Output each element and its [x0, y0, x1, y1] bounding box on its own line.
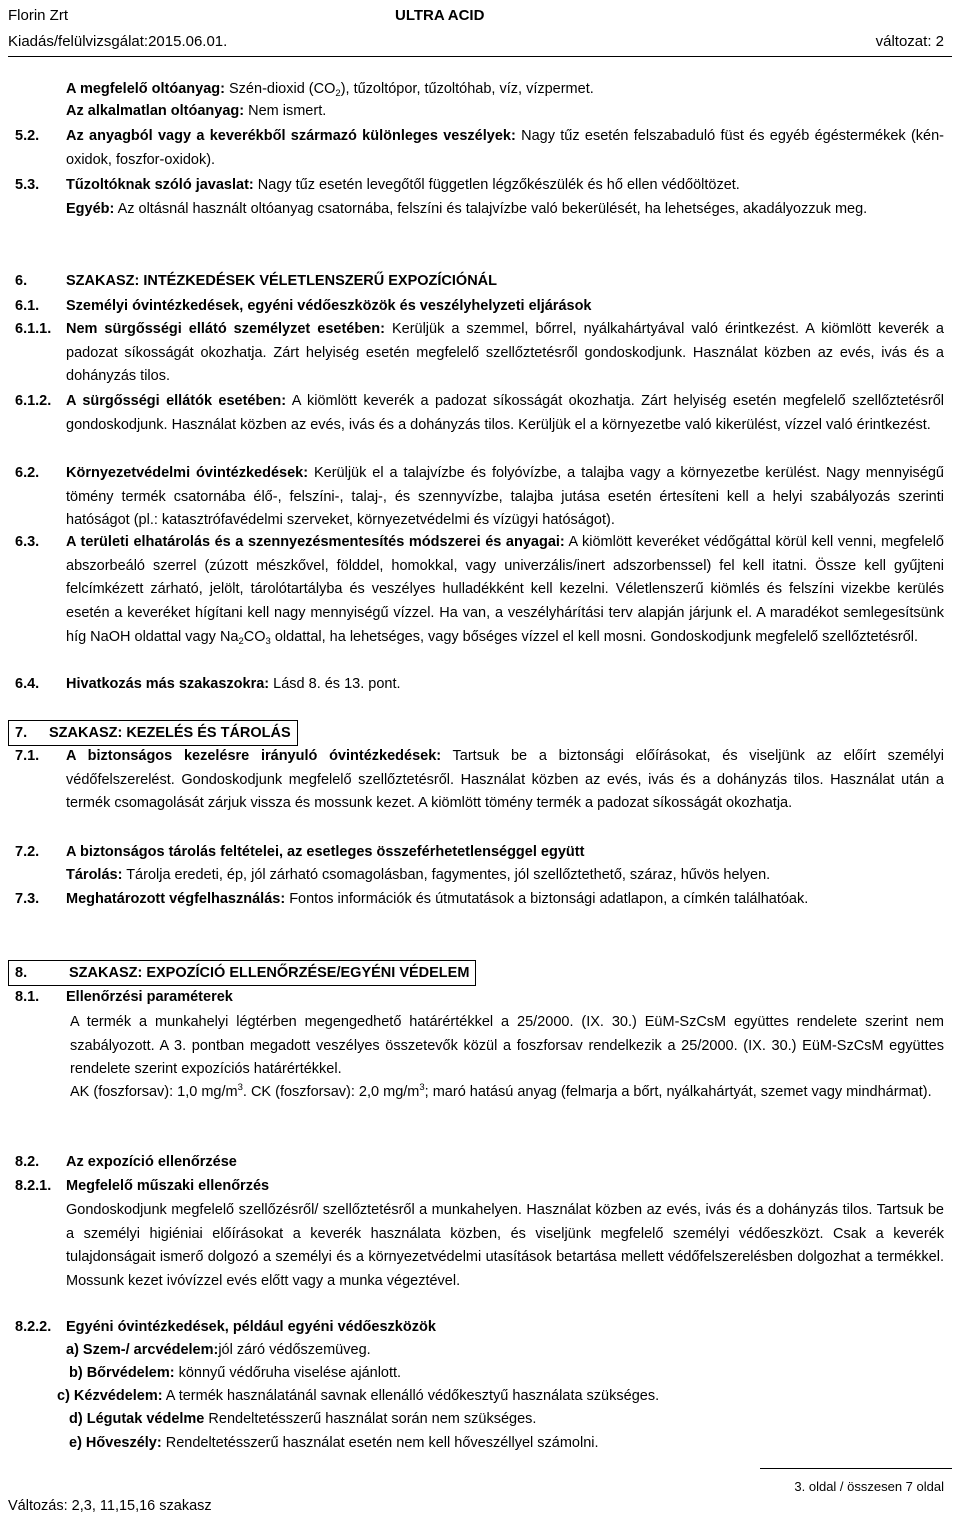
section-title: Az expozíció ellenőrzése: [66, 1154, 237, 1170]
m3-superscript: 3: [237, 1082, 243, 1093]
version-label: változat: 2: [875, 33, 944, 50]
unsuitable-extinguishing-media: [0, 100, 944, 124]
ppe-item-text: könnyű védőruha viselése ajánlott.: [174, 1365, 402, 1381]
section-title: A biztonságos tárolás feltételei, az esetleges összeférhetetlenséggel együtt: [66, 844, 585, 860]
section-label: Tárolás:: [66, 867, 123, 883]
section-number: 5.3.: [15, 177, 40, 193]
ppe-item-text: A termék használatánál savnak ellenálló védőkesztyű használata szükséges.: [162, 1388, 660, 1404]
section-label: Környezetvédelmi óvintézkedések:: [66, 465, 309, 481]
section-title: Megfelelő műszaki ellenőrzés: [66, 1178, 270, 1194]
section-label: Hivatkozás más szakaszokra:: [66, 676, 270, 692]
section-number: 5.2.: [15, 128, 40, 144]
page-number: 3. oldal / összesen 7 oldal: [794, 1479, 944, 1494]
section-body: [66, 462, 944, 533]
section-number: 6.: [15, 273, 28, 289]
unsuitable-media-label: Az alkalmatlan oltóanyag:: [66, 103, 245, 119]
ppe-item-label: a) Szem-/ arcvédelem:: [66, 1342, 219, 1358]
section-text: Nagy tűz esetén felszabaduló füst és egyéb égéstermékek (kén-oxidok, foszfor-oxidok).: [66, 128, 944, 168]
limit-values: [70, 1081, 944, 1105]
section-6-3: [0, 531, 944, 650]
section-8-2-2: [0, 1316, 944, 1340]
ppe-item-text: jól záró védőszemüveg.: [218, 1342, 371, 1358]
section-5-3: [0, 174, 944, 198]
section-text: Nagy tűz esetén levegőtől független légzőkészülék és hő ellen védőöltözet.: [253, 177, 740, 193]
section-label: Egyéb:: [66, 201, 115, 217]
section-label: Nem sürgősségi ellátó személyzet esetében:: [66, 321, 385, 337]
section-text: Tartsuk be a biztonsági előírásokat, és viseljünk az előírt személyi védőfelszerelést. Gondoskodjunk megfelelő szellőztetésről. Használat közben az evés, ivás és a dohányzás tilos. Használat után a termék csomagolását zárjuk vissza és mossunk kezet. A kiömlött tömény termék a padozat síkosságát okozhatja.: [66, 748, 944, 812]
limit-text: . CK (foszforsav): 2,0 mg/m: [242, 1084, 420, 1100]
section-body: [66, 318, 944, 389]
footer-divider: [760, 1468, 952, 1469]
section-number: 6.3.: [15, 534, 40, 550]
section-number: 8.2.1.: [15, 1178, 52, 1194]
section-number: 7.2.: [15, 844, 40, 860]
section-label: Meghatározott végfelhasználás:: [66, 891, 286, 907]
section-text: Gondoskodjunk megfelelő szellőzésről/ szellőztetésről a munkahelyen. Használat közben az evés, ivás és a dohányzás tilos. Tartsuk be a személyi higiéniai előírásokat a keverék használata közben, és viseljünk megfelelő személyi védőeszközt. Csak a keverék tulajdonságait ismerő dolgozó a személyi és a környezetvédelmi utasítások betartása mellett védőfelszerelésben dolgozhat a termékkel. Mossunk kezet ivóvízzel evés előtt vagy a munka végeztével.: [66, 1202, 944, 1290]
section-7-1: [0, 745, 944, 816]
section-8-1-paragraph: [0, 1011, 944, 1082]
section-5-2: [0, 125, 944, 172]
section-8-1-limits: [0, 1081, 944, 1105]
ppe-item-text: Rendeltetésszerű használat során nem szükséges.: [204, 1411, 537, 1427]
section-number: 8.2.2.: [15, 1319, 52, 1335]
suitable-media-text: Szén-dioxid (CO: [224, 81, 336, 97]
limit-text: AK (foszforsav): 1,0 mg/m: [70, 1084, 238, 1100]
section-number: 7.3.: [15, 891, 40, 907]
change-note: Változás: 2,3, 11,15,16 szakasz: [8, 1498, 212, 1514]
section-label: Tűzoltóknak szóló javaslat:: [66, 177, 254, 193]
ppe-item-body: [69, 1362, 944, 1386]
ppe-item-eye-protection: [0, 1339, 944, 1363]
section-label: Az anyagból vagy a keverékből származó különleges veszélyek:: [66, 128, 516, 144]
section-body: [66, 390, 944, 437]
ppe-item-hand-protection: [0, 1385, 944, 1409]
section-body: [66, 125, 944, 172]
section-7-2: [0, 841, 944, 865]
section-number: 6.1.: [15, 298, 40, 314]
section-text: A termék a munkahelyi légtérben megengedhető határértékkel a 25/2000. (IX. 30.) EüM-SzCsM együttes rendelete szerint nem szabályozott. A 3. pontban megadott veszélyes összetevők közül a foszforsav rendelkezik a 25/2000. (IX. 30.) EüM-SzCsM együttes rendelete szerint expozíciós határértékkel.: [70, 1014, 944, 1078]
section-text: Az oltásnál használt oltóanyag csatornába, felszíni és talajvízbe való bekerülését, ha lehetséges, akadályozzuk meg.: [114, 201, 868, 217]
section-number: 6.1.2.: [15, 393, 52, 409]
section-8-2-1: [0, 1175, 944, 1199]
section-text: Tárolja eredeti, ép, jól zárható csomagolásban, fagymentes, jól szellőztethető, száraz, hűvös helyen.: [122, 867, 771, 883]
section-6-2: [0, 462, 944, 533]
ppe-item-label: d) Légutak védelme: [69, 1411, 205, 1427]
section-number: 8.: [15, 965, 28, 981]
ppe-item-body: [57, 1385, 944, 1409]
suitable-media-body: [66, 78, 944, 102]
section-title: Személyi óvintézkedések, egyéni védőeszközök és veszélyhelyzeti eljárások: [66, 298, 592, 314]
section-7-3: [0, 888, 944, 912]
section-number: 6.4.: [15, 676, 40, 692]
section-text: Kerüljük a szemmel, bőrrel, nyálkahártyával való érintkezést. A kiömlött keverék a padozat síkosságát okozhatja. Zárt helyiség esetén megfelelő szellőztetésről gondoskodjunk. Használat közben az evés, ivás és a dohányzás tilos.: [66, 321, 944, 385]
section-label: A biztonságos kezelésre irányuló óvintézkedések:: [66, 748, 442, 764]
section-title: SZAKASZ: INTÉZKEDÉSEK VÉLETLENSZERŰ EXPOZÍCIÓNÁL: [66, 273, 497, 289]
ppe-item-body: [69, 1432, 944, 1456]
section-6-1: [0, 295, 944, 319]
section-number: 7.1.: [15, 748, 40, 764]
ppe-item-label: e) Hőveszély:: [69, 1435, 162, 1451]
section-body: [66, 888, 944, 912]
section-text: Lásd 8. és 13. pont.: [269, 676, 401, 692]
section-label: A sürgősségi ellátók esetében:: [66, 393, 287, 409]
section-7-heading: [8, 720, 298, 746]
header-divider: [8, 56, 952, 57]
section-text: Fontos információk és útmutatások a biztonsági adatlapon, a címkén találhatóak.: [285, 891, 809, 907]
suitable-media-label: A megfelelő oltóanyag:: [66, 81, 225, 97]
section-title: SZAKASZ: KEZELÉS ÉS TÁROLÁS: [49, 725, 291, 741]
na2-subscript: 2: [238, 635, 244, 647]
section-text-co: CO: [243, 628, 266, 645]
section-7-2-storage: [0, 864, 944, 888]
limit-text: ; maró hatású anyag (felmarja a bőrt, nyálkahártyát, szemet vagy mindhármat).: [424, 1084, 932, 1100]
section-label: A területi elhatárolás és a szennyezésmentesítés módszerei és anyagai:: [66, 534, 565, 550]
company-name: Florin Zrt: [8, 7, 68, 24]
section-body: [66, 531, 944, 650]
suitable-media-text-end: ), tűzoltópor, tűzoltóhab, víz, vízpermet.: [340, 81, 594, 97]
section-8-heading: [8, 960, 476, 986]
section-6-4: [0, 673, 944, 697]
section-number: 6.1.1.: [15, 321, 52, 337]
ppe-item-body: [69, 1408, 944, 1432]
section-5-3-other: [0, 198, 944, 222]
section-8-1: [0, 986, 944, 1010]
section-body: [66, 745, 944, 816]
section-6-1-1: [0, 318, 944, 389]
unsuitable-media-body: [66, 100, 944, 124]
section-body: [66, 198, 944, 222]
section-title: Ellenőrzési paraméterek: [66, 989, 233, 1005]
ppe-item-thermal-hazard: [0, 1432, 944, 1456]
section-text-end: oldattal, ha lehetséges, vagy bőséges vízzel el kell mosni. Gondoskodjunk megfelelő szellőztetésről.: [270, 628, 919, 645]
suitable-extinguishing-media: [0, 78, 944, 102]
section-number: 6.2.: [15, 465, 40, 481]
ppe-item-skin-protection: [0, 1362, 944, 1386]
section-text: A kiömlött keveréket védőgáttal körül kell venni, megfelelő abszorbeáló szerrel (zúzott mészkővel, földdel, homokkal, vagy univerzális/inert adszorbenssel) fel kell itatni. Össze kell gyűjteni felcímkézett zárható, jelölt, tárolótartályba és veszélyes hulladékként kell kezelni. Véletlenszerű kiömlés és felszíni vizekbe kerülés esetén a keveréket hígítani kell nagy mennyiségű vízzel. Ha van, a veszélyhárítási terv alapján járjunk el. A maradékot semlegesítsünk híg NaOH oldattal vagy Na: [66, 534, 944, 645]
section-text: A kiömlött keverék a padozat síkosságát okozhatja. Zárt helyiség esetén megfelelő szellőztetésről gondoskodjunk. Használat közben az evés, ivás és a dohányzás tilos. Kerüljük el a környezetbe való kikerülést, vízzel való érintkezést.: [66, 393, 944, 433]
section-number: 8.1.: [15, 989, 40, 1005]
section-number: 7.: [15, 725, 28, 741]
section-body: [66, 174, 944, 198]
section-title: SZAKASZ: EXPOZÍCIÓ ELLENŐRZÉSE/EGYÉNI VÉDELEM: [69, 965, 470, 981]
ppe-item-text: Rendeltetésszerű használat esetén nem kell hőveszéllyel számolni.: [161, 1435, 599, 1451]
unsuitable-media-text: Nem ismert.: [244, 103, 327, 119]
m3-superscript: 3: [419, 1082, 425, 1093]
section-6-heading: [0, 270, 944, 294]
ppe-item-body: [66, 1339, 944, 1363]
product-name: ULTRA ACID: [395, 7, 485, 24]
section-number: 8.2.: [15, 1154, 40, 1170]
section-text: Kerüljük el a talajvízbe és folyóvízbe, a talajba vagy a környezetbe kerülést. Nagy mennyiségű tömény termék csatornába élő-, felszíni-, talaj-, és szennyvízbe, talajba jutása esetén értesíteni kell a helyi szabályozás szerinti hatóságot (pl.: katasztrófavédelmi szerveket, környezetvédelmi és vízügyi hatóságot).: [66, 465, 944, 529]
co3-subscript: 3: [265, 635, 271, 647]
section-8-2: [0, 1151, 944, 1175]
issue-date: Kiadás/felülvizsgálat:2015.06.01.: [8, 33, 228, 50]
section-6-1-2: [0, 390, 944, 437]
ppe-item-label: c) Kézvédelem:: [57, 1388, 163, 1404]
section-8-2-1-paragraph: [0, 1199, 944, 1294]
ppe-item-respiratory-protection: [0, 1408, 944, 1432]
section-body: [66, 673, 944, 697]
section-body: [66, 864, 944, 888]
section-title: Egyéni óvintézkedések, például egyéni védőeszközök: [66, 1319, 436, 1335]
co2-subscript: 2: [335, 88, 341, 99]
ppe-item-label: b) Bőrvédelem:: [69, 1365, 175, 1381]
